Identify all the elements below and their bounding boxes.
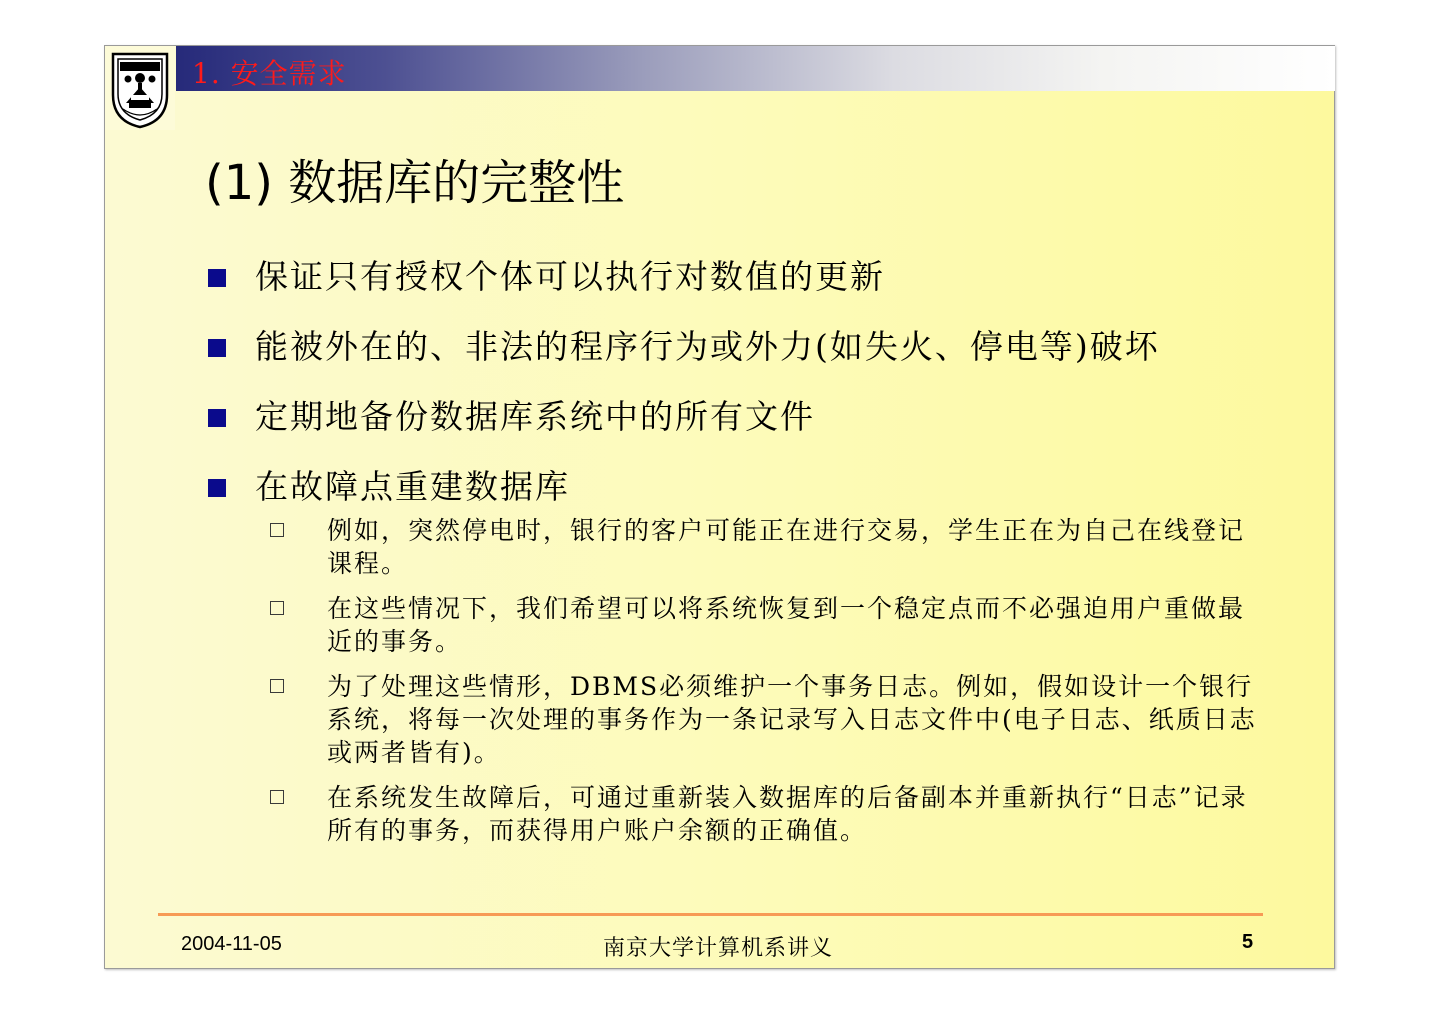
section-title: 1. 安全需求 (192, 57, 347, 90)
bullet-text: 在故障点重建数据库 (255, 467, 570, 506)
bullet-text: 能被外在的、非法的程序行为或外力(如失火、停电等)破坏 (255, 327, 1160, 366)
university-seal-icon (109, 51, 171, 129)
filled-square-icon (208, 269, 226, 287)
sub-bullet-text: 例如，突然停电时，银行的客户可能正在进行交易，学生正在为自己在线登记课程。 (327, 516, 1246, 578)
sub-bullet-text: 在系统发生故障后，可通过重新装入数据库的后备副本并重新执行“日志”记录所有的事务，而获得用户账户余额的正确值。 (327, 783, 1248, 845)
slide (104, 45, 1335, 969)
hollow-square-icon (270, 523, 284, 537)
sub-bullet-item (255, 781, 1267, 847)
hollow-square-icon (270, 679, 284, 693)
bullet-item (205, 326, 1285, 368)
bullet-text: 保证只有授权个体可以执行对数值的更新 (255, 257, 885, 296)
sub-bullet-item (255, 592, 1267, 658)
filled-square-icon (208, 339, 226, 357)
sub-bullet-item (255, 670, 1267, 769)
filled-square-icon (208, 409, 226, 427)
bullet-list (205, 256, 1285, 875)
footer-divider (158, 913, 1263, 916)
filled-square-icon (208, 479, 226, 497)
hollow-square-icon (270, 601, 284, 615)
sub-bullet-text: 在这些情况下，我们希望可以将系统恢复到一个稳定点而不必强迫用户重做最近的事务。 (327, 594, 1246, 656)
bullet-text: 定期地备份数据库系统中的所有文件 (255, 397, 815, 436)
page-number: 5 (1242, 931, 1254, 953)
sub-bullet-text: 为了处理这些情形，DBMS必须维护一个事务日志。例如，假如设计一个银行系统，将每一次处理的事务作为一条记录写入日志文件中(电子日志、纸质日志或两者皆有)。 (327, 672, 1257, 767)
bullet-item (205, 466, 1285, 847)
hollow-square-icon (270, 790, 284, 804)
logo-area (105, 46, 175, 130)
header-band (176, 46, 1335, 91)
sub-bullet-item (255, 514, 1267, 580)
footer-course-name: 南京大学计算机系讲义 (603, 936, 834, 961)
footer-date: 2004-11-05 (181, 933, 282, 955)
sub-bullet-list (255, 514, 1285, 847)
bullet-item (205, 256, 1285, 298)
slide-title: (1) 数据库的完整性 (205, 155, 625, 211)
bullet-item (205, 396, 1285, 438)
